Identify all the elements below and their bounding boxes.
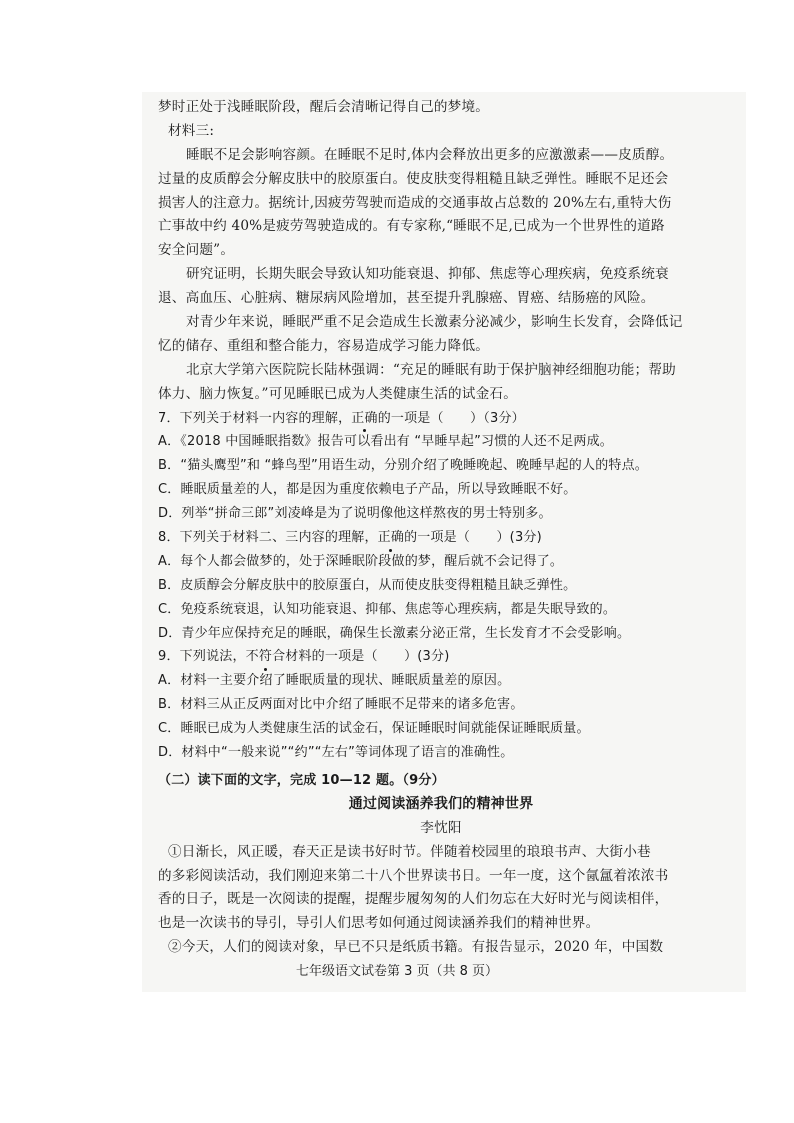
article-author: 李忱阳 — [420, 819, 462, 836]
option-a: A．材料一主要介绍了睡眠质量的现状、睡眠质量差的原因。 — [158, 673, 511, 689]
exam-page-content — [158, 96, 724, 960]
text-line: 的多彩阅读活动，我们刚迎来第二十八个世界读书日。一年一度，这个氤氲着浓浓书 — [158, 867, 669, 884]
question-8 — [158, 526, 724, 645]
material3-heading: 材料三: — [168, 122, 215, 139]
text-line: 损害人的注意力。据统计,因疲劳驾驶而造成的交通事故占总数的 20%左右,重特大伤 — [158, 194, 672, 211]
emphasis-word: 正确 — [378, 526, 404, 550]
emphasis-word: 正确 — [351, 407, 377, 431]
stem-text: 材料的一项是（ ）(3分) — [285, 649, 450, 665]
option-b: B．“猫头鹰型”和 “蜂鸟型”用语生动，分别介绍了晚睡晚起、晚睡早起的人的特点。 — [158, 458, 648, 474]
text-line: ②今天，人们的阅读对象，早已不只是纸质书籍。有报告显示，2020 年，中国数 — [168, 939, 664, 956]
material3-paragraph-4 — [158, 359, 724, 407]
stem-text: 的一项是（ ）(3分) — [404, 530, 542, 546]
article-paragraph-2 — [158, 936, 724, 960]
option-c: C．睡眠已成为人类健康生活的试金石，保证睡眠时间就能保证睡眠质量。 — [158, 721, 590, 737]
article-title: 通过阅读涵养我们的精神世界 — [348, 795, 534, 812]
option-b: B．皮质醇会分解皮肤中的胶原蛋白，从而使皮肤变得粗糙且缺乏弹性。 — [158, 577, 577, 593]
text-line: 睡眠不足会影响容颜。在睡眠不足时,体内会释放出更多的应激激素——皮质醇。 — [186, 146, 674, 163]
option-a: A．《2018 中国睡眠指数》报告可以看出有 “早睡早起”习惯的人还不足两成。 — [158, 434, 614, 450]
stem-text: 9．下列说法， — [158, 649, 246, 665]
material2-tail: 梦时正处于浅睡眠阶段，醒后会清晰记得自己的梦境。 — [158, 99, 490, 115]
question-7 — [158, 407, 724, 526]
article-paragraph-1 — [158, 841, 724, 937]
text-line: 北京大学第六医院院长陆林强调：“充足的睡眠有助于保护脑神经细胞功能；帮助 — [186, 361, 676, 378]
option-d: D．列举“拼命三郎”刘凌峰是为了说明像他这样熬夜的男士特别多。 — [158, 506, 552, 522]
option-c: C．免疫系统衰退，认知功能衰退、抑郁、焦虑等心理疾病，都是失眠导致的。 — [158, 601, 617, 617]
material3-paragraph-1 — [158, 144, 724, 263]
text-line: 亡事故中约 40%是疲劳驾驶造成的。有专家称,“睡眠不足,已成为一个世界性的道路 — [158, 218, 665, 235]
text-line: 研究证明，长期失眠会导致认知功能衰退、抑郁、焦虑等心理疾病，免疫系统衰 — [186, 266, 669, 283]
text-line: 退、高血压、心脏病、糖尿病风险增加，甚至提升乳腺癌、胃癌、结肠癌的风险。 — [158, 290, 655, 307]
option-d: D．材料中“一般来说”“约”“左右”等词体现了语言的准确性。 — [158, 745, 514, 761]
stem-text: 8．下列关于材料二、三内容的理解， — [158, 530, 378, 546]
option-a: A．每个人都会做梦的，处于深睡眠阶段做的梦，醒后就不会记得了。 — [158, 553, 564, 569]
text-line: 安全问题”。 — [158, 242, 235, 259]
material3-paragraph-3 — [158, 311, 724, 359]
question-9 — [158, 645, 724, 764]
text-line: 过量的皮质醇会分解皮肤中的胶原蛋白。使皮肤变得粗糙且缺乏弹性。睡眠不足还会 — [158, 170, 669, 187]
option-d: D．青少年应保持充足的睡眠，确保生长激素分泌正常，生长发育才不会受影响。 — [158, 625, 631, 641]
option-b: B．材料三从正反两面对比中介绍了睡眠不足带来的诸多危害。 — [158, 697, 524, 713]
emphasis-word: 不符合 — [246, 645, 286, 669]
question-stem — [158, 526, 724, 550]
question-stem — [158, 407, 724, 431]
text-line: 体力、脑力恢复。”可见睡眠已成为人类健康生活的试金石。 — [158, 385, 517, 402]
material3-paragraph-2 — [158, 263, 724, 311]
option-c: C．睡眠质量差的人，都是因为重度依赖电子产品，所以导致睡眠不好。 — [158, 482, 577, 498]
text-line: 也是一次读书的导引，导引人们思考如何通过阅读涵养我们的精神世界。 — [158, 915, 600, 932]
stem-text: 7．下列关于材料一内容的理解， — [158, 410, 352, 426]
text-line: 忆的储存、重组和整合能力，容易造成学习能力降低。 — [158, 337, 490, 354]
text-line: 对青少年来说，睡眠严重不足会造成生长激素分泌减少，影响生长发育，会降低记 — [186, 314, 683, 331]
text-line: 香的日子，既是一次阅读的提醒，提醒步履匆匆的人们勿忘在大好时光与阅读相伴， — [158, 891, 669, 908]
stem-text: 的一项是（ ）（3分） — [377, 410, 525, 426]
section-heading: （二）读下面的文字，完成 10—12 题。（9分） — [158, 772, 445, 788]
question-stem — [158, 645, 724, 669]
page-footer: 七年级语文试卷第 3 页（共 8 页） — [295, 964, 499, 979]
text-line: ①日渐长，风正暖，春天正是读书好时节。伴随着校园里的琅琅书声、大街小巷 — [168, 843, 651, 860]
